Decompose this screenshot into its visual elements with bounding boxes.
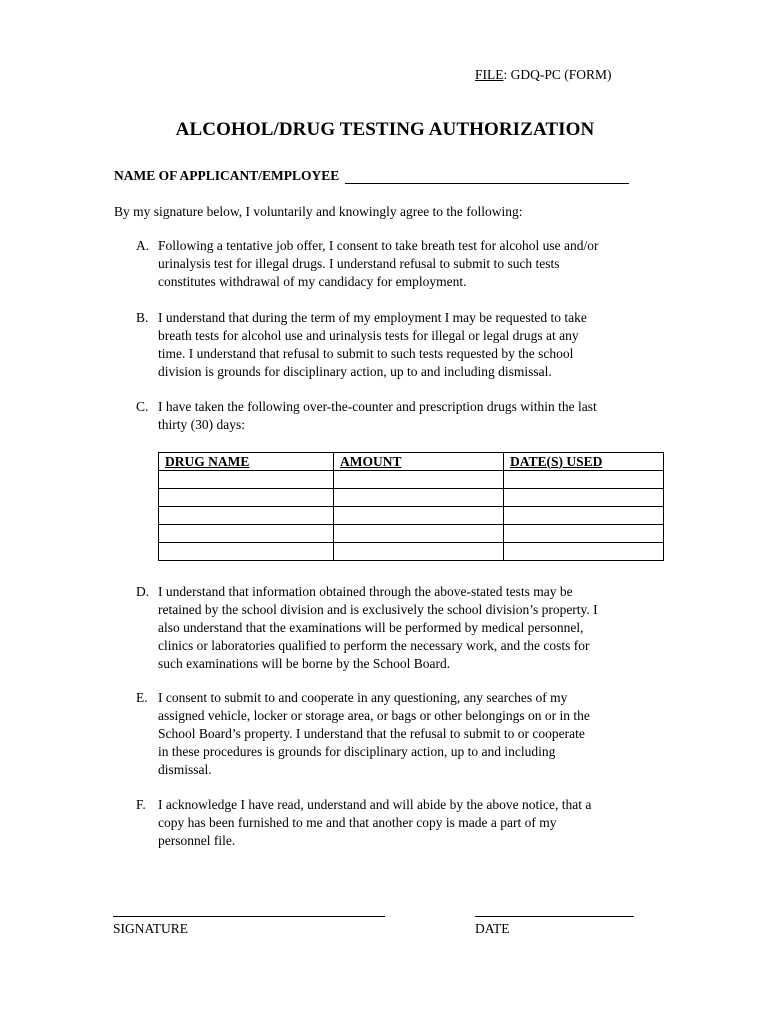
page-title: ALCOHOL/DRUG TESTING AUTHORIZATION: [175, 119, 595, 140]
drug-table: [158, 452, 664, 561]
table-cell[interactable]: [334, 507, 504, 525]
file-value: : GDQ-PC (FORM): [503, 67, 612, 82]
table-cell[interactable]: [504, 507, 664, 525]
table-cell[interactable]: [504, 525, 664, 543]
item-e: [136, 689, 666, 779]
table-cell[interactable]: [159, 525, 334, 543]
table-cell[interactable]: [159, 471, 334, 489]
table-cell[interactable]: [504, 471, 664, 489]
item-line: also understand that the examinations will be performed by medical personnel,: [158, 620, 584, 635]
date-line[interactable]: [475, 916, 634, 917]
intro-text: By my signature below, I voluntarily and knowingly agree to the following:: [114, 204, 523, 219]
item-text: [158, 583, 666, 673]
table-cell[interactable]: [504, 489, 664, 507]
item-line: I understand that during the term of my employment I may be requested to take: [158, 310, 587, 325]
item-letter: D.: [136, 584, 150, 599]
item-d: [136, 583, 666, 673]
item-f: [136, 796, 666, 850]
table-cell[interactable]: [159, 507, 334, 525]
column-header-amount: AMOUNT: [334, 453, 504, 471]
name-field-line[interactable]: [345, 170, 629, 184]
table-row: [159, 507, 664, 525]
item-line: personnel file.: [158, 833, 236, 848]
item-text: [158, 309, 666, 381]
item-line: such examinations will be borne by the School Board.: [158, 656, 451, 671]
item-line: School Board’s property. I understand that the refusal to submit to or cooperate: [158, 726, 585, 741]
item-line: in these procedures is grounds for disciplinary action, up to and including: [158, 744, 556, 759]
table-row: [159, 525, 664, 543]
item-b: [136, 309, 666, 381]
item-letter: B.: [136, 310, 149, 325]
item-line: thirty (30) days:: [158, 417, 245, 432]
item-line: constitutes withdrawal of my candidacy for employment.: [158, 274, 467, 289]
table-header-row: [159, 453, 664, 471]
column-header-dates-used: DATE(S) USED: [504, 453, 664, 471]
file-reference: [475, 67, 612, 83]
item-text: [158, 398, 666, 434]
table-cell[interactable]: [159, 489, 334, 507]
table-cell[interactable]: [334, 471, 504, 489]
item-line: clinics or laboratories qualified to perform the necessary work, and the costs for: [158, 638, 590, 653]
table-cell[interactable]: [159, 543, 334, 561]
date-label: DATE: [475, 921, 510, 936]
item-letter: A.: [136, 238, 150, 253]
item-line: copy has been furnished to me and that another copy is made a part of my: [158, 815, 557, 830]
item-text: [158, 689, 666, 779]
item-line: assigned vehicle, locker or storage area, or bags or other belongings on or in the: [158, 708, 590, 723]
table-row: [159, 471, 664, 489]
table-row: [159, 543, 664, 561]
item-line: I consent to submit to and cooperate in any questioning, any searches of my: [158, 690, 568, 705]
table-cell[interactable]: [334, 525, 504, 543]
item-a: [136, 237, 666, 291]
signature-line[interactable]: [113, 916, 385, 917]
item-line: I have taken the following over-the-counter and prescription drugs within the last: [158, 399, 597, 414]
item-letter: E.: [136, 690, 148, 705]
table-cell[interactable]: [334, 489, 504, 507]
item-line: breath tests for alcohol use and urinalysis tests for illegal or legal drugs at any: [158, 328, 579, 343]
item-line: I acknowledge I have read, understand and will abide by the above notice, that a: [158, 797, 592, 812]
table-row: [159, 489, 664, 507]
item-line: time. I understand that refusal to submit to such tests requested by the school: [158, 346, 574, 361]
name-row: [114, 168, 629, 184]
table-cell[interactable]: [504, 543, 664, 561]
item-line: dismissal.: [158, 762, 212, 777]
column-header-drug-name: DRUG NAME: [159, 453, 334, 471]
item-c: [136, 398, 666, 434]
item-line: division is grounds for disciplinary action, up to and including dismissal.: [158, 364, 552, 379]
item-letter: F.: [136, 797, 146, 812]
name-label: NAME OF APPLICANT/EMPLOYEE: [114, 168, 340, 183]
item-text: [158, 237, 666, 291]
item-line: Following a tentative job offer, I consent to take breath test for alcohol use and/or: [158, 238, 599, 253]
signature-label: SIGNATURE: [113, 921, 189, 936]
item-line: retained by the school division and is exclusively the school division’s property. I: [158, 602, 598, 617]
item-line: urinalysis test for illegal drugs. I understand refusal to submit to such tests: [158, 256, 560, 271]
table-cell[interactable]: [334, 543, 504, 561]
file-label: FILE: [475, 67, 504, 82]
item-text: [158, 796, 666, 850]
item-line: I understand that information obtained through the above-stated tests may be: [158, 584, 573, 599]
item-letter: C.: [136, 399, 149, 414]
